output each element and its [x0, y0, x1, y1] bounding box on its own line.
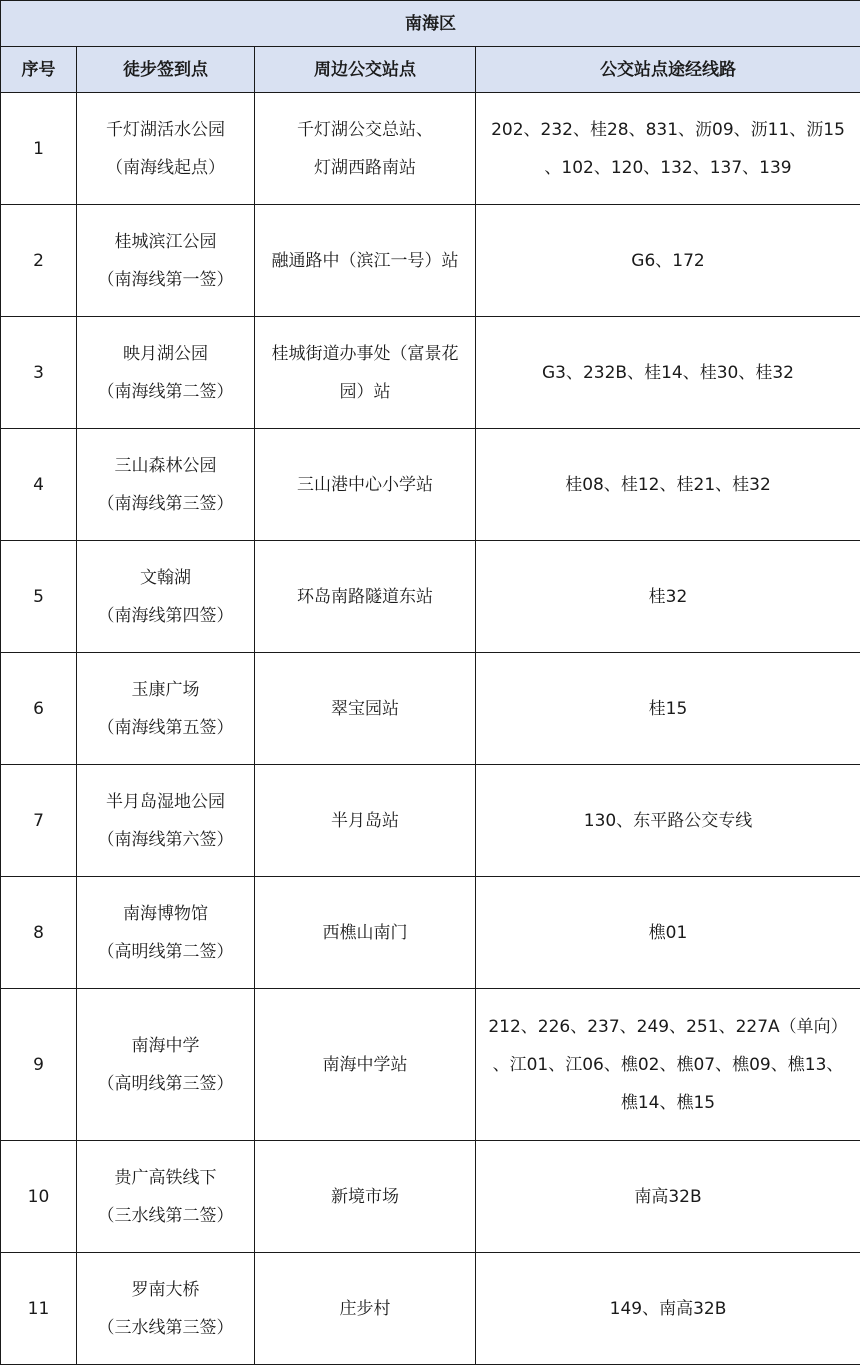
row-number: 7	[1, 765, 77, 877]
bus-routes-cell-line: 149、南高32B	[609, 1298, 727, 1319]
checkpoint-cell-line: （南海线第六签）	[97, 829, 234, 850]
checkpoint-cell-line: （南海线第四签）	[97, 605, 234, 626]
bus-stop-cell	[255, 989, 476, 1141]
bus-routes-cell-line: G6、172	[631, 250, 705, 271]
bus-routes-cell-line: 桂08、桂12、桂21、桂32	[565, 474, 771, 495]
checkpoint-cell-line: （南海线第五签）	[97, 717, 234, 738]
table-title: 南海区	[1, 1, 860, 47]
checkpoint-cell-line: （南海线第二签）	[97, 381, 234, 402]
checkpoint-cell	[77, 1141, 255, 1253]
bus-stop-cell-line: 半月岛站	[331, 810, 399, 831]
table-row	[1, 1253, 860, 1365]
bus-routes-cell-line: 212、226、237、249、251、227A（单向）	[488, 1016, 848, 1037]
bus-routes-cell	[476, 1141, 860, 1253]
bus-stop-cell-line: 灯湖西路南站	[314, 157, 416, 178]
checkpoint-cell-line: （三水线第二签）	[97, 1205, 234, 1226]
bus-routes-cell	[476, 429, 860, 541]
checkpoint-cell	[77, 1253, 255, 1365]
bus-stop-cell	[255, 765, 476, 877]
header-no: 序号	[1, 47, 77, 93]
bus-stop-cell-line: 园）站	[339, 381, 391, 402]
bus-stop-cell-line: 南海中学站	[322, 1054, 408, 1075]
row-number: 5	[1, 541, 77, 653]
header-checkpoint: 徒步签到点	[77, 47, 255, 93]
checkpoint-cell	[77, 429, 255, 541]
bus-routes-cell	[476, 765, 860, 877]
header-bus-routes: 公交站点途经线路	[476, 47, 860, 93]
bus-routes-cell	[476, 317, 860, 429]
bus-routes-cell-line: 、102、120、132、137、139	[544, 157, 792, 178]
bus-routes-cell-line: 南高32B	[634, 1186, 702, 1207]
bus-stop-cell-line: 环岛南路隧道东站	[297, 586, 433, 607]
bus-routes-cell-line: 130、东平路公交专线	[583, 810, 753, 831]
checkpoint-cell-line: 半月岛湿地公园	[106, 791, 225, 812]
bus-routes-cell-line: 樵01	[648, 922, 688, 943]
bus-routes-cell-line: 桂32	[648, 586, 688, 607]
table-row	[1, 429, 860, 541]
bus-stop-cell	[255, 1253, 476, 1365]
bus-routes-cell-line: 桂15	[648, 698, 688, 719]
row-number: 10	[1, 1141, 77, 1253]
checkpoint-cell-line: （高明线第三签）	[97, 1073, 234, 1094]
bus-routes-cell	[476, 989, 860, 1141]
checkpoint-cell-line: 南海博物馆	[123, 903, 208, 924]
checkpoint-cell	[77, 93, 255, 205]
table-row	[1, 877, 860, 989]
table-row	[1, 1141, 860, 1253]
checkpoint-cell-line: （南海线第一签）	[97, 269, 234, 290]
title-row	[1, 1, 860, 47]
row-number: 11	[1, 1253, 77, 1365]
bus-stop-cell	[255, 653, 476, 765]
bus-stop-cell-line: 庄步村	[339, 1298, 391, 1319]
checkpoint-cell-line: 映月湖公园	[123, 343, 208, 364]
bus-routes-cell	[476, 877, 860, 989]
bus-stop-cell	[255, 877, 476, 989]
header-bus-stop: 周边公交站点	[255, 47, 476, 93]
checkpoint-cell-line: 三山森林公园	[114, 455, 217, 476]
bus-routes-cell	[476, 205, 860, 317]
table-row	[1, 205, 860, 317]
checkpoint-cell-line: 玉康广场	[131, 679, 200, 700]
bus-stop-cell-line: 融通路中（滨江一号）站	[271, 250, 459, 271]
bus-stop-cell	[255, 429, 476, 541]
table-row	[1, 541, 860, 653]
table-row	[1, 989, 860, 1141]
table-row	[1, 317, 860, 429]
bus-routes-cell-line: 樵14、樵15	[620, 1092, 716, 1113]
row-number: 6	[1, 653, 77, 765]
bus-stop-cell	[255, 541, 476, 653]
bus-stop-cell-line: 千灯湖公交总站、	[297, 119, 433, 140]
bus-stop-cell-line: 翠宝园站	[331, 698, 399, 719]
checkpoint-cell-line: 桂城滨江公园	[114, 231, 217, 252]
header-row	[1, 47, 860, 93]
checkpoint-cell	[77, 653, 255, 765]
checkpoint-cell-line: （南海线起点）	[106, 157, 225, 178]
bus-stop-cell	[255, 1141, 476, 1253]
bus-routes-cell-line: 、江01、江06、樵02、樵07、樵09、樵13、	[492, 1054, 844, 1075]
checkpoint-cell	[77, 989, 255, 1141]
row-number: 3	[1, 317, 77, 429]
bus-routes-cell-line: G3、232B、桂14、桂30、桂32	[542, 362, 794, 383]
bus-routes-cell	[476, 93, 860, 205]
checkpoint-cell-line: 贵广高铁线下	[114, 1167, 217, 1188]
row-number: 4	[1, 429, 77, 541]
bus-stop-cell-line: 桂城街道办事处（富景花	[271, 343, 459, 364]
table-row	[1, 653, 860, 765]
checkpoint-cell-line: 文翰湖	[140, 567, 191, 588]
bus-routes-cell	[476, 653, 860, 765]
checkpoint-cell-line: 南海中学	[131, 1035, 200, 1056]
row-number: 9	[1, 989, 77, 1141]
row-number: 8	[1, 877, 77, 989]
bus-stop-cell	[255, 317, 476, 429]
table-body	[1, 93, 860, 1365]
checkpoint-cell	[77, 205, 255, 317]
bus-routes-cell	[476, 541, 860, 653]
bus-routes-cell-line: 202、232、桂28、831、沥09、沥11、沥15	[491, 119, 845, 140]
table-row	[1, 765, 860, 877]
checkpoint-cell	[77, 317, 255, 429]
row-number: 2	[1, 205, 77, 317]
bus-stop-cell	[255, 205, 476, 317]
checkpoint-cell-line: （高明线第二签）	[97, 941, 234, 962]
checkpoint-cell-line: （南海线第三签）	[97, 493, 234, 514]
checkpoint-cell-line: （三水线第三签）	[97, 1317, 234, 1338]
bus-stop-cell-line: 三山港中心小学站	[297, 474, 433, 495]
checkpoint-cell	[77, 541, 255, 653]
checkpoint-cell	[77, 765, 255, 877]
checkpoint-cell-line: 罗南大桥	[131, 1279, 200, 1300]
bus-routes-cell	[476, 1253, 860, 1365]
bus-stop-cell-line: 西樵山南门	[322, 922, 408, 943]
bus-stop-cell	[255, 93, 476, 205]
checkpoint-cell-line: 千灯湖活水公园	[106, 119, 225, 140]
table-row	[1, 93, 860, 205]
checkpoint-cell	[77, 877, 255, 989]
bus-stop-cell-line: 新境市场	[331, 1186, 399, 1207]
row-number: 1	[1, 93, 77, 205]
